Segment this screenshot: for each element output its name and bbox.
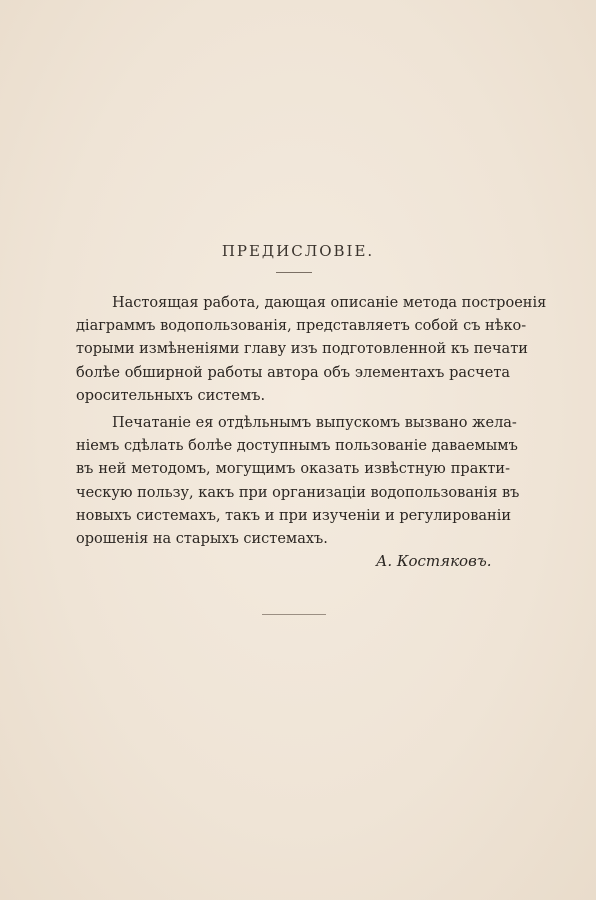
paragraph-1 (76, 292, 547, 408)
end-divider (262, 614, 326, 615)
text-line: орошенія на старыхъ системахъ. (76, 531, 328, 548)
preface-text (76, 292, 547, 551)
text-line: болѣе обширной работы автора объ элементахъ расчета (76, 364, 510, 381)
page-title: ПРЕДИСЛОВІЕ. (221, 242, 375, 260)
text-line: ніемъ сдѣлать болѣе доступнымъ пользованіе даваемымъ (76, 438, 518, 455)
text-line: діаграммъ водопользованія, представляетъ собой съ нѣко- (76, 318, 527, 335)
paragraph-2 (76, 412, 520, 551)
text-line: ческую пользу, какъ при организаціи водопользованія въ (76, 484, 520, 501)
author-signature: А. Костяковъ. (376, 552, 492, 570)
text-line: Настоящая работа, дающая описаніе метода построенія (112, 295, 547, 311)
text-line: новыхъ системахъ, такъ и при изученіи и регулированіи (76, 507, 511, 524)
text-line: Печатаніе ея отдѣльнымъ выпускомъ вызвано желa- (112, 415, 517, 432)
text-line: торыми измѣненіями главу изъ подготовленной къ печати (76, 341, 528, 358)
title-divider (276, 272, 312, 273)
text-line: въ ней методомъ, могущимъ оказать извѣстную практи- (76, 461, 510, 478)
text-line: оросительныхъ системъ. (76, 387, 266, 404)
